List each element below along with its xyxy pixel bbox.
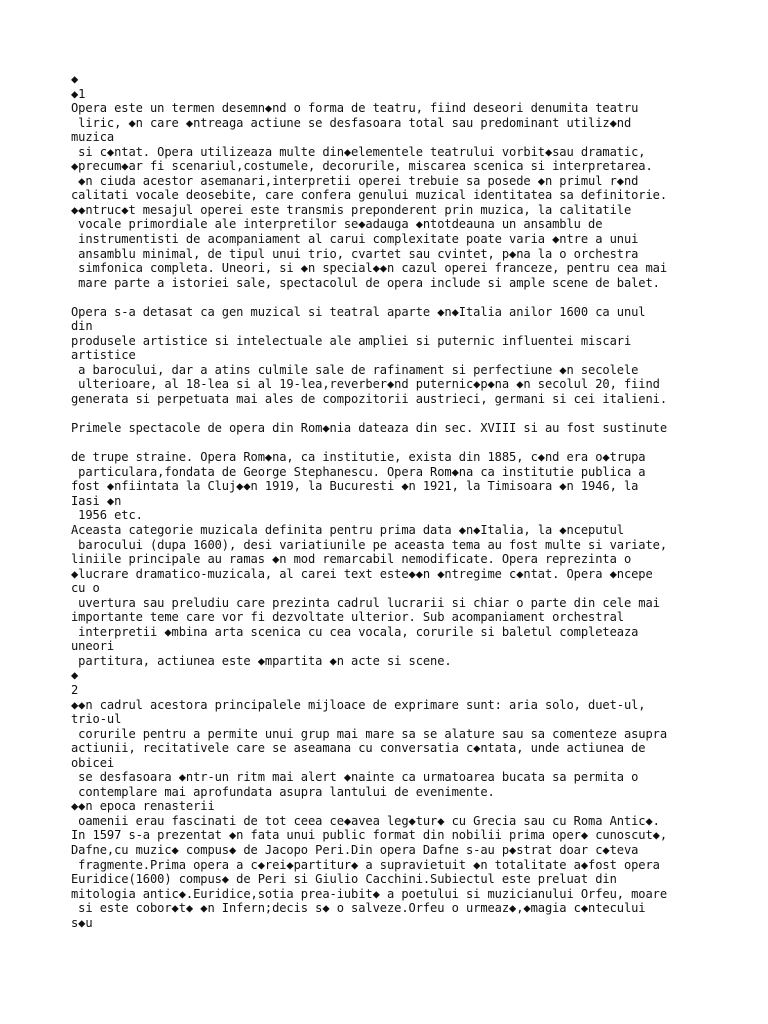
text-line: liric, ◆n care ◆ntreaga actiune se desfasoara total sau predominant utiliz◆nd <box>71 115 632 130</box>
text-line: Euridice(1600) compus◆ de Peri si Giulio Cacchini.Subiectul este preluat din <box>71 872 617 887</box>
text-line: de trupe straine. Opera Rom◆na, ca institutie, exista din 1885, c◆nd era o◆trupa <box>71 450 646 465</box>
text-line: si c◆ntat. Opera utilizeaza multe din◆elementele teatrului vorbit◆sau dramatic, <box>71 144 646 159</box>
text-line: Iasi ◆n <box>71 493 122 508</box>
text-line: din <box>71 319 93 334</box>
text-line: ◆n ciuda acestor asemanari,interpretii operei trebuie sa posede ◆n primul r◆nd <box>71 173 639 188</box>
text-line: obicei <box>71 755 115 770</box>
text-line: uneori <box>71 639 115 654</box>
text-line: fost ◆nfiintata la Cluj◆◆n 1919, la Bucuresti ◆n 1921, la Timisoara ◆n 1946, la <box>71 479 639 494</box>
text-line: artistice <box>71 348 136 363</box>
text-line: importante teme care vor fi dezvoltate ulterior. Sub acompaniament orchestral <box>71 610 624 625</box>
text-line: barocului (dupa 1600), desi variatiunile pe aceasta tema au fost multe si variate, <box>71 537 668 552</box>
text-line: s◆u <box>71 915 93 930</box>
text-line: instrumentisti de acompaniament al carui complexitate poate varia ◆ntre a unui <box>71 232 639 247</box>
text-line: ulterioare, al 18-lea si al 19-lea,reverber◆nd puternic◆p◆na ◆n secolul 20, fiind <box>71 377 660 392</box>
text-line: oamenii erau fascinati de tot ceea ce◆avea leg◆tur◆ cu Grecia sau cu Roma Antic◆. <box>71 813 660 828</box>
text-line: calitati vocale deosebite, care confera genului muzical identitatea sa definitorie. <box>71 188 668 203</box>
text-line: mare parte a istoriei sale, spectacolul de opera include si ample scene de balet. <box>71 275 660 290</box>
text-line: a barocului, dar a atins culmile sale de rafinament si perfectiune ◆n secolele <box>71 362 639 377</box>
text-line: corurile pentru a permite unui grup mai mare sa se alature sau sa comenteze asupra <box>71 726 668 741</box>
text-line: trio-ul <box>71 712 122 727</box>
text-line: Dafne,cu muzic◆ compus◆ de Jacopo Peri.Din opera Dafne s-au p◆strat doar c◆teva <box>71 842 639 857</box>
text-line: particulara,fondata de George Stephanescu. Opera Rom◆na ca institutie publica a <box>71 464 646 479</box>
text-line: 2 <box>71 682 79 697</box>
text-line: Opera s-a detasat ca gen muzical si teatral aparte ◆n◆Italia anilor 1600 ca unul <box>71 304 646 319</box>
text-line: se desfasoara ◆ntr-un ritm mai alert ◆nainte ca urmatoarea bucata sa permita o <box>71 770 639 785</box>
text-line: vocale primordiale ale interpretilor se◆adauga ◆ntotdeauna un ansamblu de <box>71 217 603 232</box>
text-line: ◆1 <box>71 86 86 101</box>
text-line: ◆◆n cadrul acestora principalele mijloace de exprimare sunt: aria solo, duet-ul, <box>71 697 646 712</box>
text-line: ◆lucrare dramatico-muzicala, al carei text este◆◆n ◆ntregime c◆ntat. Opera ◆ncepe <box>71 566 653 581</box>
document-text <box>71 72 761 930</box>
text-line: interpretii ◆mbina arta scenica cu cea vocala, corurile si baletul completeaza <box>71 624 639 639</box>
text-line: In 1597 s-a prezentat ◆n fata unui public format din nobilii prima oper◆ cunoscut◆, <box>71 828 668 843</box>
text-line: ◆◆ntruc◆t mesajul operei este transmis preponderent prin muzica, la calitatile <box>71 202 632 217</box>
text-line: ◆precum◆ar fi scenariul,costumele, decorurile, miscarea scenica si interpretarea. <box>71 159 653 174</box>
text-line <box>71 436 761 451</box>
text-line: ◆ <box>71 668 79 683</box>
text-line: ansamblu minimal, de tipul unui trio, cvartet sau cvintet, p◆na la o orchestra <box>71 246 639 261</box>
text-line: generata si perpetuata mai ales de compozitorii austrieci, germani si cei italieni. <box>71 392 668 407</box>
text-line: 1956 etc. <box>71 508 143 523</box>
text-line: Aceasta categorie muzicala definita pentru prima data ◆n◆Italia, la ◆nceputul <box>71 522 624 537</box>
text-line: mitologia antic◆.Euridice,sotia prea-iubit◆ a poetului si muzicianului Orfeu, moare <box>71 886 668 901</box>
text-line: produsele artistice si intelectuale ale ampliei si puternic influentei miscari <box>71 333 632 348</box>
text-line: Primele spectacole de opera din Rom◆nia dateaza din sec. XVIII si au fost sustinute <box>71 421 668 436</box>
text-line: muzica <box>71 130 115 145</box>
text-line: contemplare mai aprofundata asupra lantului de evenimente. <box>71 784 495 799</box>
text-line: fragmente.Prima opera a c◆rei◆partitur◆ a supravietuit ◆n totalitate a◆fost opera <box>71 857 660 872</box>
text-line <box>71 290 761 305</box>
text-line: simfonica completa. Uneori, si ◆n special◆◆n cazul operei franceze, pentru cea mai <box>71 261 668 276</box>
text-line: cu o <box>71 581 100 596</box>
text-line: partitura, actiunea este ◆mpartita ◆n acte si scene. <box>71 653 452 668</box>
text-line <box>71 407 761 422</box>
text-line: si este cobor◆t◆ ◆n Infern;decis s◆ o salveze.Orfeu o urmeaz◆,◆magia c◆ntecului <box>71 901 646 916</box>
text-line: ◆ <box>71 72 79 86</box>
text-line: liniile principale au ramas ◆n mod remarcabil nemodificate. Opera reprezinta o <box>71 552 632 567</box>
text-line: ◆◆n epoca renasterii <box>71 799 215 814</box>
text-line: uvertura sau preludiu care prezinta cadrul lucrarii si chiar o parte din cele mai <box>71 595 660 610</box>
text-line: Opera este un termen desemn◆nd o forma de teatru, fiind deseori denumita teatru <box>71 101 639 116</box>
text-line: actiunii, recitativele care se aseamana cu conversatia c◆ntata, unde actiunea de <box>71 741 646 756</box>
